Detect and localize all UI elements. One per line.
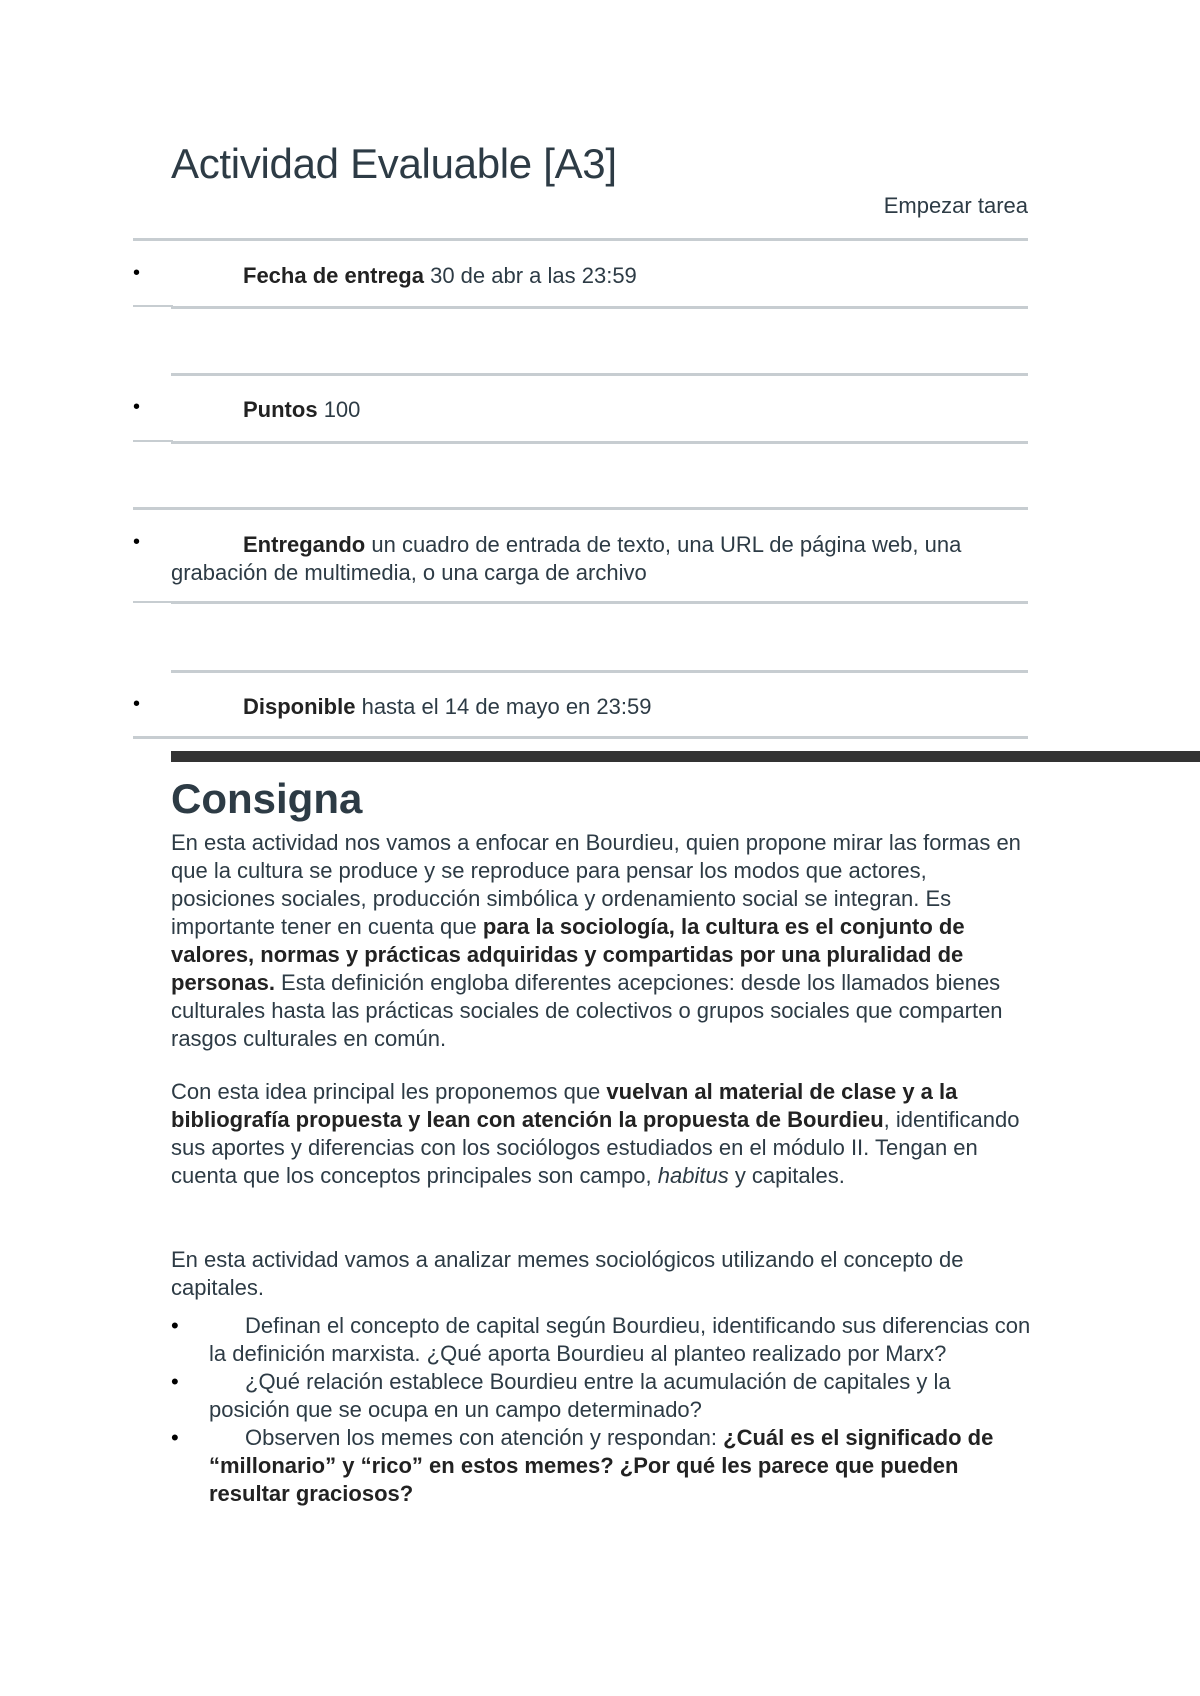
- bullet: •: [171, 1369, 179, 1394]
- text: y capitales.: [728, 1163, 845, 1188]
- text: , identificando sus aportes y diferencias con los sociólogos estudiados en el módulo II. Tengan en cuenta que los conceptos principales son campo,: [171, 1107, 1020, 1188]
- bullet: •: [171, 1313, 179, 1338]
- detail-submission-types: [171, 531, 1028, 587]
- divider: [171, 670, 1028, 673]
- divider: [171, 306, 1028, 309]
- question-text-bold: ¿Cuál es el significado de “millonario” y “rico” en estos memes? ¿Por qué les parece que pueden resultar graciosos?: [209, 1425, 994, 1506]
- text: Esta definición engloba diferentes acepciones: desde los llamados bienes culturales hasta las prácticas sociales de colectivos o grupos sociales que comparten rasgos culturales en común.: [171, 970, 1003, 1051]
- start-assignment-link[interactable]: Empezar tarea: [883, 193, 1028, 218]
- bullet: •: [133, 262, 141, 284]
- paragraph-instructions: [171, 1078, 1031, 1190]
- text: En esta actividad nos vamos a enfocar en Bourdieu, quien propone mirar las formas en que la cultura se produce y se reproduce para pensar los modos que actores, posiciones sociales, producción simbólica y ordenamiento social se integran. Es importante tener en cuenta que: [171, 830, 1021, 939]
- divider: [171, 601, 1028, 604]
- detail-value: 30 de abr a las 23:59: [430, 263, 637, 288]
- divider: [133, 736, 1028, 739]
- text-italic: habitus: [657, 1163, 729, 1188]
- divider: [171, 373, 1028, 376]
- text: Con esta idea principal les proponemos que: [171, 1079, 607, 1104]
- paragraph-intro: [171, 829, 1031, 1053]
- bullet: •: [133, 693, 141, 715]
- list-item: [171, 1312, 1031, 1368]
- detail-due-date: [171, 262, 1028, 290]
- divider: [133, 601, 173, 603]
- paragraph-memes: En esta actividad vamos a analizar memes sociológicos utilizando el concepto de capitales.: [171, 1247, 964, 1300]
- text-bold: vuelvan al material de clase y a la bibliografía propuesta y lean con atención la propuesta de Bourdieu: [171, 1079, 958, 1132]
- detail-available: [171, 693, 1028, 721]
- question-text: ¿Qué relación establece Bourdieu entre la acumulación de capitales y la posición que se ocupa en un campo determinado?: [209, 1369, 951, 1422]
- bullet: •: [171, 1425, 179, 1450]
- divider: [171, 441, 1028, 444]
- detail-value: 100: [323, 397, 361, 422]
- bullet: •: [133, 396, 141, 418]
- detail-points: [171, 396, 1028, 424]
- list-item: [171, 1368, 1031, 1424]
- detail-label: Disponible: [243, 694, 356, 719]
- detail-label: Fecha de entrega: [243, 263, 424, 288]
- detail-value: hasta el 14 de mayo en 23:59: [361, 694, 652, 719]
- detail-label: Entregando: [243, 532, 366, 557]
- divider: [133, 507, 1028, 510]
- divider: [133, 238, 1028, 241]
- question-text: Observen los memes con atención y respondan:: [245, 1425, 724, 1450]
- section-heading: Consigna: [171, 775, 363, 822]
- page-title: Actividad Evaluable [A3]: [171, 140, 617, 187]
- bullet: •: [133, 531, 141, 553]
- divider: [133, 305, 173, 307]
- question-text: Definan el concepto de capital según Bourdieu, identificando sus diferencias con la definición marxista. ¿Qué aporta Bourdieu al planteo realizado por Marx?: [209, 1313, 1031, 1366]
- section-divider-bar: [171, 751, 1200, 762]
- detail-label: Puntos: [243, 397, 318, 422]
- text-bold: para la sociología, la cultura es el conjunto de valores, normas y prácticas adquiridas y compartidas por una pluralidad de personas.: [171, 914, 965, 995]
- detail-value: un cuadro de entrada de texto, una URL de página web, una grabación de multimedia, o una carga de archivo: [171, 532, 962, 585]
- list-item: [171, 1424, 1031, 1508]
- divider: [133, 440, 173, 442]
- question-list: [171, 1312, 1031, 1508]
